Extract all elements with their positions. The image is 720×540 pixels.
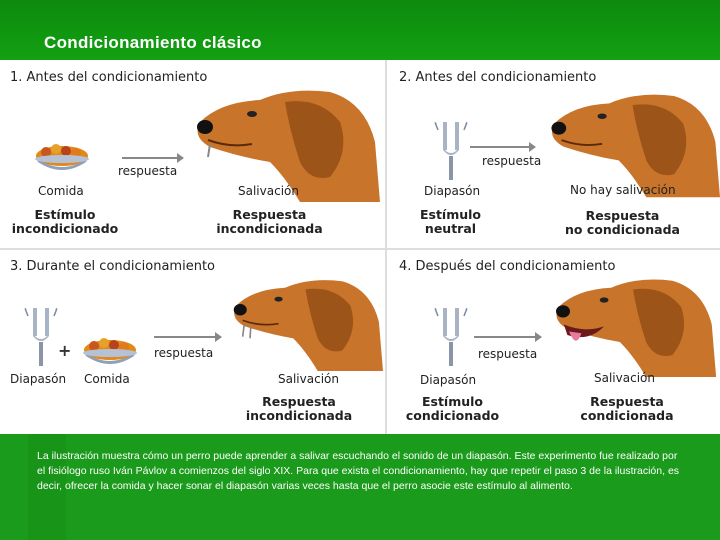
vertical-divider [385,60,387,434]
panel-1-response-type [212,208,327,236]
panel-4-stimulus: Diapasón [420,373,477,387]
panel-4-arrow-label: respuesta [478,347,538,361]
response-type-line-1: Respuesta [590,394,664,409]
stimulus-type-line-2: neutral [424,221,477,236]
panel-3-arrow-label: respuesta [154,346,214,360]
response-type-line-2: no condicionada [565,222,680,237]
slide-title: Condicionamiento clásico [44,33,262,52]
dog-head-icon [548,272,718,377]
panel-3-response: Salivación [278,372,339,386]
arrow-icon [122,157,178,159]
panel-3-stimulus: Diapasón [10,372,67,386]
tuning-fork-icon [24,306,58,366]
response-type-line-2: incondicionada [216,221,323,236]
response-type-line-2: condicionada [580,408,674,423]
panel-2-response-type [560,209,685,237]
panel-3-response-type [240,395,358,423]
panel-2-response: No hay salivación [570,183,676,197]
panel-4-heading: 4. Después del condicionamiento [399,259,616,274]
panel-4-response: Salivación [594,371,655,385]
arrow-icon [470,146,530,148]
stimulus-type-line-2: condicionado [405,408,500,423]
panel-1-stimulus: Comida [38,184,84,198]
caption-text: La ilustración muestra cómo un perro puede aprender a salivar escuchando el sonido de un diapasón. Este experimento fue realizado por el fisiólogo ruso Iván Pávlov a comienzos del siglo XIX. Para que exista el condicionamiento, hay que repetir el paso 3 de la ilustración, es decir, ofrecer la comida y hacer sonar el diapasón varias veces hasta que el perro asocie este estímulo al alimento. [37,450,680,492]
stimulus-type-line-2: incondicionado [11,221,119,236]
tuning-fork-icon [434,120,468,180]
response-type-line-2: incondicionada [245,408,353,423]
response-type-line-1: Respuesta [585,208,660,223]
response-type-line-1: Respuesta [262,394,336,409]
arrow-icon [154,336,216,338]
plus-icon: + [58,341,72,360]
stimulus-type-line-1: Estímulo [419,207,482,222]
panel-2-stimulus: Diapasón [424,184,481,198]
food-bowl-icon [32,142,92,176]
panel-2-heading: 2. Antes del condicionamiento [399,70,597,85]
response-type-line-1: Respuesta [232,207,307,222]
arrow-icon [474,336,536,338]
panel-1-heading: 1. Antes del condicionamiento [10,70,208,85]
stimulus-type-line-1: Estímulo [34,207,96,222]
dog-head-icon [228,272,383,372]
panel-3-stimulus-2: Comida [84,372,130,386]
panel-4-stimulus-type [400,395,505,423]
dog-head-icon [545,86,720,198]
stimulus-type-line-1: Estímulo [421,394,484,409]
panel-3-heading: 3. Durante el condicionamiento [10,259,215,274]
panel-1-response: Salivación [238,184,299,198]
conditioning-illustration [0,60,720,434]
tuning-fork-icon [434,306,468,366]
panel-4-response-type [572,395,682,423]
horizontal-divider [0,248,720,250]
panel-1-arrow-label: respuesta [118,164,178,178]
panel-2-arrow-label: respuesta [482,154,542,168]
food-bowl-icon [80,336,140,370]
panel-1-stimulus-type [10,208,120,236]
panel-2-stimulus-type [398,208,503,236]
